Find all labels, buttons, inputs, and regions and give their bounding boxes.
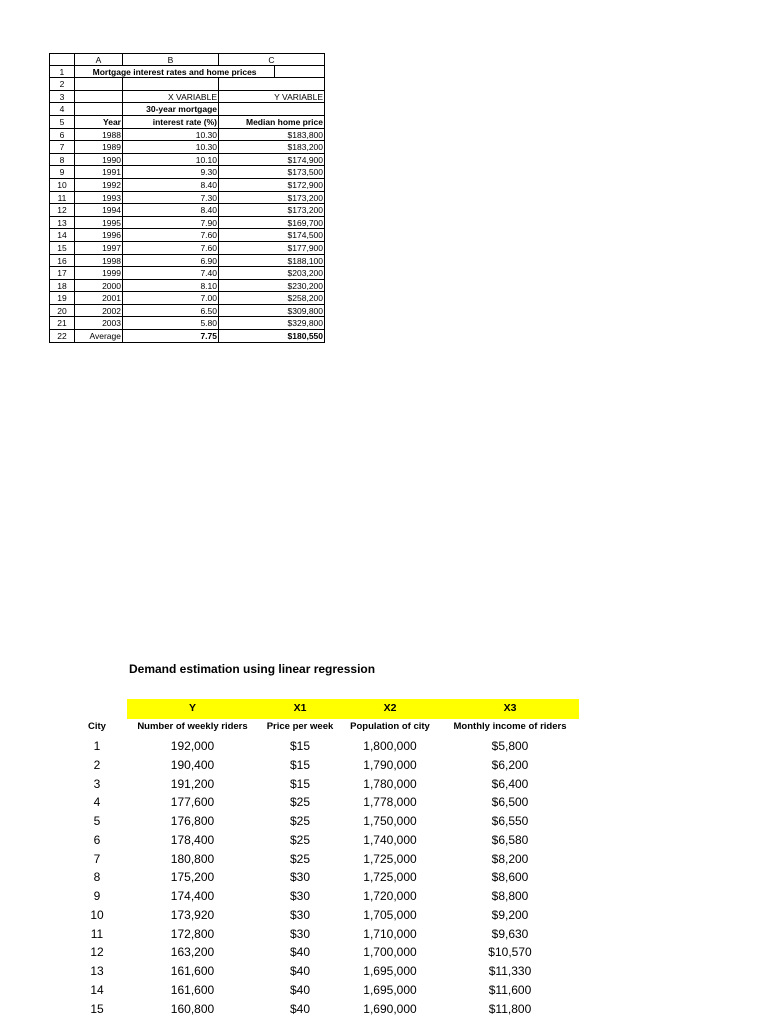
row-number[interactable]: 13 bbox=[49, 217, 75, 230]
price-cell: $25 bbox=[289, 851, 311, 866]
sheet-row bbox=[49, 179, 325, 192]
price-cell: $15 bbox=[289, 776, 311, 791]
demand-row bbox=[0, 737, 768, 756]
city-column-header: City bbox=[88, 721, 106, 732]
average-price-cell[interactable]: $180,550 bbox=[219, 330, 325, 343]
sheet-row bbox=[49, 305, 325, 318]
row-number[interactable]: 21 bbox=[49, 317, 75, 330]
weekly-riders-cell: 172,800 bbox=[170, 926, 215, 941]
empty-cell[interactable] bbox=[75, 103, 123, 116]
sheet-row bbox=[49, 91, 325, 104]
sheet-row-average bbox=[49, 330, 325, 343]
corner-cell[interactable] bbox=[49, 53, 75, 66]
row-number[interactable]: 4 bbox=[49, 103, 75, 116]
demand-table-title: Demand estimation using linear regression bbox=[129, 662, 376, 676]
median-price-cell[interactable]: $329,800 bbox=[219, 317, 325, 330]
var-header-x2: X2 bbox=[383, 702, 397, 714]
column-header-row bbox=[49, 53, 325, 66]
median-price-cell[interactable]: $174,500 bbox=[219, 229, 325, 242]
year-cell[interactable]: 1996 bbox=[75, 229, 123, 242]
sheet-row bbox=[49, 242, 325, 255]
interest-rate-cell[interactable]: 10.10 bbox=[123, 154, 219, 167]
subheader-population: Population of city bbox=[350, 721, 430, 732]
city-number-cell: 1 bbox=[93, 739, 101, 753]
demand-row bbox=[0, 981, 768, 1000]
interest-rate-cell[interactable]: 7.90 bbox=[123, 217, 219, 230]
interest-rate-cell[interactable]: 7.30 bbox=[123, 192, 219, 205]
city-number-cell: 14 bbox=[90, 982, 104, 997]
var-header-x1: X1 bbox=[293, 702, 307, 714]
column-header-b[interactable]: B bbox=[123, 53, 219, 66]
sheet-title[interactable]: Mortgage interest rates and home prices bbox=[75, 66, 276, 79]
interest-rate-cell[interactable]: 10.30 bbox=[123, 129, 219, 142]
population-cell: 1,705,000 bbox=[363, 907, 417, 922]
income-cell: $6,400 bbox=[491, 776, 529, 791]
median-price-cell[interactable]: $183,200 bbox=[219, 141, 325, 154]
average-label-cell[interactable]: Average bbox=[75, 330, 123, 343]
income-cell: $9,630 bbox=[491, 926, 529, 941]
median-price-cell[interactable]: $173,500 bbox=[219, 166, 325, 179]
average-rate-cell[interactable]: 7.75 bbox=[123, 330, 219, 343]
subheader-price: Price per week bbox=[266, 721, 334, 732]
population-cell: 1,780,000 bbox=[363, 776, 417, 791]
weekly-riders-cell: 163,200 bbox=[170, 945, 215, 960]
year-cell[interactable]: 1993 bbox=[75, 192, 123, 205]
year-cell[interactable]: 2002 bbox=[75, 305, 123, 318]
price-cell: $40 bbox=[289, 982, 311, 997]
population-cell: 1,695,000 bbox=[363, 982, 417, 997]
price-cell: $30 bbox=[289, 889, 311, 903]
row-number[interactable]: 12 bbox=[49, 204, 75, 217]
income-cell: $8,800 bbox=[491, 889, 529, 903]
weekly-riders-cell: 174,400 bbox=[170, 889, 215, 903]
price-cell: $40 bbox=[289, 945, 311, 960]
x-variable-label[interactable]: X VARIABLE bbox=[123, 91, 219, 104]
income-cell: $11,330 bbox=[488, 964, 532, 978]
income-cell: $8,200 bbox=[491, 851, 529, 866]
city-number-cell: 4 bbox=[93, 795, 101, 810]
year-cell[interactable]: 1995 bbox=[75, 217, 123, 230]
sheet-row bbox=[49, 154, 325, 167]
row-number[interactable]: 11 bbox=[49, 192, 75, 205]
year-cell[interactable]: 1998 bbox=[75, 255, 123, 268]
column-header-a[interactable]: A bbox=[75, 53, 123, 66]
city-number-cell: 2 bbox=[93, 757, 101, 772]
demand-row bbox=[0, 925, 768, 944]
income-cell: $11,600 bbox=[488, 982, 532, 997]
income-cell: $6,550 bbox=[491, 814, 529, 828]
var-header-x3: X3 bbox=[503, 702, 517, 714]
interest-rate-cell[interactable]: 8.10 bbox=[123, 280, 219, 293]
demand-row bbox=[0, 887, 768, 906]
interest-rate-cell[interactable]: 8.40 bbox=[123, 179, 219, 192]
demand-row bbox=[0, 962, 768, 981]
interest-rate-cell[interactable]: 6.90 bbox=[123, 255, 219, 268]
row-number[interactable]: 18 bbox=[49, 280, 75, 293]
income-cell: $9,200 bbox=[491, 907, 529, 922]
sheet-row bbox=[49, 255, 325, 268]
population-cell: 1,720,000 bbox=[363, 889, 417, 903]
price-cell: $15 bbox=[289, 739, 311, 753]
income-cell: $5,800 bbox=[491, 739, 529, 753]
city-number-cell: 7 bbox=[93, 851, 101, 866]
price-cell: $40 bbox=[289, 964, 311, 978]
population-cell: 1,750,000 bbox=[363, 814, 417, 828]
header-cell-median-price[interactable]: Median home price bbox=[219, 116, 325, 129]
row-number[interactable]: 17 bbox=[49, 267, 75, 280]
subheader-income: Monthly income of riders bbox=[453, 721, 567, 732]
row-number[interactable]: 16 bbox=[49, 255, 75, 268]
year-cell[interactable]: 2001 bbox=[75, 292, 123, 305]
empty-cell[interactable] bbox=[219, 78, 325, 91]
city-number-cell: 5 bbox=[93, 814, 101, 828]
sheet-row bbox=[49, 141, 325, 154]
weekly-riders-cell: 173,920 bbox=[170, 907, 215, 922]
sheet-row bbox=[49, 317, 325, 330]
sheet-row bbox=[49, 66, 325, 79]
population-cell: 1,790,000 bbox=[363, 757, 417, 772]
population-cell: 1,690,000 bbox=[363, 1001, 417, 1016]
row-number[interactable]: 1 bbox=[49, 66, 75, 79]
population-cell: 1,700,000 bbox=[363, 945, 417, 960]
weekly-riders-cell: 161,600 bbox=[170, 982, 215, 997]
row-number[interactable]: 6 bbox=[49, 129, 75, 142]
interest-rate-cell[interactable]: 7.60 bbox=[123, 242, 219, 255]
demand-row bbox=[0, 775, 768, 794]
row-number[interactable]: 20 bbox=[49, 305, 75, 318]
income-cell: $8,600 bbox=[491, 870, 529, 885]
weekly-riders-cell: 191,200 bbox=[170, 776, 215, 791]
city-number-cell: 6 bbox=[93, 832, 101, 847]
income-cell: $11,800 bbox=[488, 1001, 532, 1016]
population-cell: 1,710,000 bbox=[363, 926, 417, 941]
population-cell: 1,778,000 bbox=[363, 795, 417, 810]
weekly-riders-cell: 160,800 bbox=[170, 1001, 215, 1016]
header-cell-interest-rate[interactable]: interest rate (%) bbox=[123, 116, 219, 129]
income-cell: $6,580 bbox=[491, 832, 529, 847]
median-price-cell[interactable]: $188,100 bbox=[219, 255, 325, 268]
demand-row bbox=[0, 756, 768, 775]
interest-rate-cell[interactable]: 8.40 bbox=[123, 204, 219, 217]
city-number-cell: 13 bbox=[90, 964, 104, 978]
column-header-c[interactable]: C bbox=[219, 53, 325, 66]
median-price-cell[interactable]: $172,900 bbox=[219, 179, 325, 192]
year-cell[interactable]: 1994 bbox=[75, 204, 123, 217]
sheet-row bbox=[49, 129, 325, 142]
interest-rate-cell[interactable]: 7.00 bbox=[123, 292, 219, 305]
empty-cell[interactable] bbox=[123, 78, 219, 91]
empty-cell[interactable] bbox=[75, 91, 123, 104]
median-price-cell[interactable]: $258,200 bbox=[219, 292, 325, 305]
row-number[interactable]: 9 bbox=[49, 166, 75, 179]
interest-rate-cell[interactable]: 7.60 bbox=[123, 229, 219, 242]
demand-row bbox=[0, 850, 768, 869]
weekly-riders-cell: 192,000 bbox=[170, 739, 215, 753]
year-cell[interactable]: 1991 bbox=[75, 166, 123, 179]
row-number[interactable]: 3 bbox=[49, 91, 75, 104]
population-cell: 1,800,000 bbox=[363, 739, 417, 753]
empty-cell[interactable] bbox=[219, 103, 325, 116]
sheet-row bbox=[49, 229, 325, 242]
city-number-cell: 12 bbox=[90, 945, 104, 960]
demand-row bbox=[0, 1000, 768, 1019]
row-number[interactable]: 22 bbox=[49, 330, 75, 343]
demand-row bbox=[0, 812, 768, 831]
median-price-cell[interactable]: $177,900 bbox=[219, 242, 325, 255]
sheet-row bbox=[49, 116, 325, 129]
sheet-row bbox=[49, 292, 325, 305]
price-cell: $15 bbox=[289, 757, 311, 772]
median-price-cell[interactable]: $183,800 bbox=[219, 129, 325, 142]
var-header-y: Y bbox=[188, 702, 196, 714]
median-price-cell[interactable]: $203,200 bbox=[219, 267, 325, 280]
sheet-row bbox=[49, 78, 325, 91]
row-number[interactable]: 7 bbox=[49, 141, 75, 154]
demand-row bbox=[0, 868, 768, 887]
population-cell: 1,725,000 bbox=[363, 851, 417, 866]
city-number-cell: 3 bbox=[93, 776, 101, 791]
year-cell[interactable]: 2003 bbox=[75, 317, 123, 330]
empty-cell[interactable] bbox=[275, 66, 325, 79]
demand-row bbox=[0, 906, 768, 925]
year-cell[interactable]: 1997 bbox=[75, 242, 123, 255]
median-price-cell[interactable]: $230,200 bbox=[219, 280, 325, 293]
weekly-riders-cell: 190,400 bbox=[170, 757, 215, 772]
year-cell[interactable]: 2000 bbox=[75, 280, 123, 293]
weekly-riders-cell: 178,400 bbox=[170, 832, 215, 847]
price-cell: $25 bbox=[289, 832, 311, 847]
subheader-weekly-riders: Number of weekly riders bbox=[137, 721, 248, 732]
header-cell-year[interactable]: Year bbox=[75, 116, 123, 129]
price-cell: $40 bbox=[289, 1001, 311, 1016]
row-number[interactable]: 15 bbox=[49, 242, 75, 255]
sheet-row bbox=[49, 280, 325, 293]
weekly-riders-cell: 180,800 bbox=[170, 851, 215, 866]
row-number[interactable]: 10 bbox=[49, 179, 75, 192]
year-cell[interactable]: 1992 bbox=[75, 179, 123, 192]
sheet-row bbox=[49, 204, 325, 217]
sheet-row bbox=[49, 166, 325, 179]
population-cell: 1,725,000 bbox=[363, 870, 417, 885]
mortgage-spreadsheet bbox=[49, 53, 325, 343]
city-number-cell: 15 bbox=[90, 1001, 104, 1016]
weekly-riders-cell: 177,600 bbox=[170, 795, 215, 810]
city-number-cell: 10 bbox=[90, 907, 104, 922]
median-price-cell[interactable]: $173,200 bbox=[219, 192, 325, 205]
median-price-cell[interactable]: $174,900 bbox=[219, 154, 325, 167]
price-cell: $25 bbox=[289, 814, 311, 828]
income-cell: $6,500 bbox=[491, 795, 529, 810]
city-number-cell: 11 bbox=[90, 926, 104, 941]
demand-row bbox=[0, 943, 768, 962]
city-number-cell: 9 bbox=[93, 889, 101, 903]
row-number[interactable]: 19 bbox=[49, 292, 75, 305]
city-number-cell: 8 bbox=[93, 870, 101, 885]
median-price-cell[interactable]: $309,800 bbox=[219, 305, 325, 318]
y-variable-label[interactable]: Y VARIABLE bbox=[219, 91, 325, 104]
row-number[interactable]: 2 bbox=[49, 78, 75, 91]
year-cell[interactable]: 1990 bbox=[75, 154, 123, 167]
sheet-row bbox=[49, 192, 325, 205]
population-cell: 1,740,000 bbox=[363, 832, 417, 847]
sheet-row bbox=[49, 217, 325, 230]
row-number[interactable]: 14 bbox=[49, 229, 75, 242]
interest-rate-cell[interactable]: 9.30 bbox=[123, 166, 219, 179]
header-cell-b-line1[interactable]: 30-year mortgage bbox=[123, 103, 219, 116]
weekly-riders-cell: 175,200 bbox=[170, 870, 215, 885]
empty-cell[interactable] bbox=[75, 78, 123, 91]
weekly-riders-cell: 161,600 bbox=[170, 964, 215, 978]
interest-rate-cell[interactable]: 10.30 bbox=[123, 141, 219, 154]
row-number[interactable]: 5 bbox=[49, 116, 75, 129]
row-number[interactable]: 8 bbox=[49, 154, 75, 167]
year-cell[interactable]: 1999 bbox=[75, 267, 123, 280]
price-cell: $30 bbox=[289, 926, 311, 941]
year-cell[interactable]: 1988 bbox=[75, 129, 123, 142]
median-price-cell[interactable]: $173,200 bbox=[219, 204, 325, 217]
demand-row bbox=[0, 831, 768, 850]
interest-rate-cell[interactable]: 6.50 bbox=[123, 305, 219, 318]
weekly-riders-cell: 176,800 bbox=[170, 814, 215, 828]
sheet-row bbox=[49, 267, 325, 280]
population-cell: 1,695,000 bbox=[363, 964, 417, 978]
price-cell: $30 bbox=[289, 907, 311, 922]
price-cell: $25 bbox=[289, 795, 311, 810]
median-price-cell[interactable]: $169,700 bbox=[219, 217, 325, 230]
price-cell: $30 bbox=[289, 870, 311, 885]
sheet-row bbox=[49, 103, 325, 116]
interest-rate-cell[interactable]: 5.80 bbox=[123, 317, 219, 330]
income-cell: $6,200 bbox=[491, 757, 529, 772]
year-cell[interactable]: 1989 bbox=[75, 141, 123, 154]
income-cell: $10,570 bbox=[488, 945, 532, 960]
interest-rate-cell[interactable]: 7.40 bbox=[123, 267, 219, 280]
demand-row bbox=[0, 793, 768, 812]
